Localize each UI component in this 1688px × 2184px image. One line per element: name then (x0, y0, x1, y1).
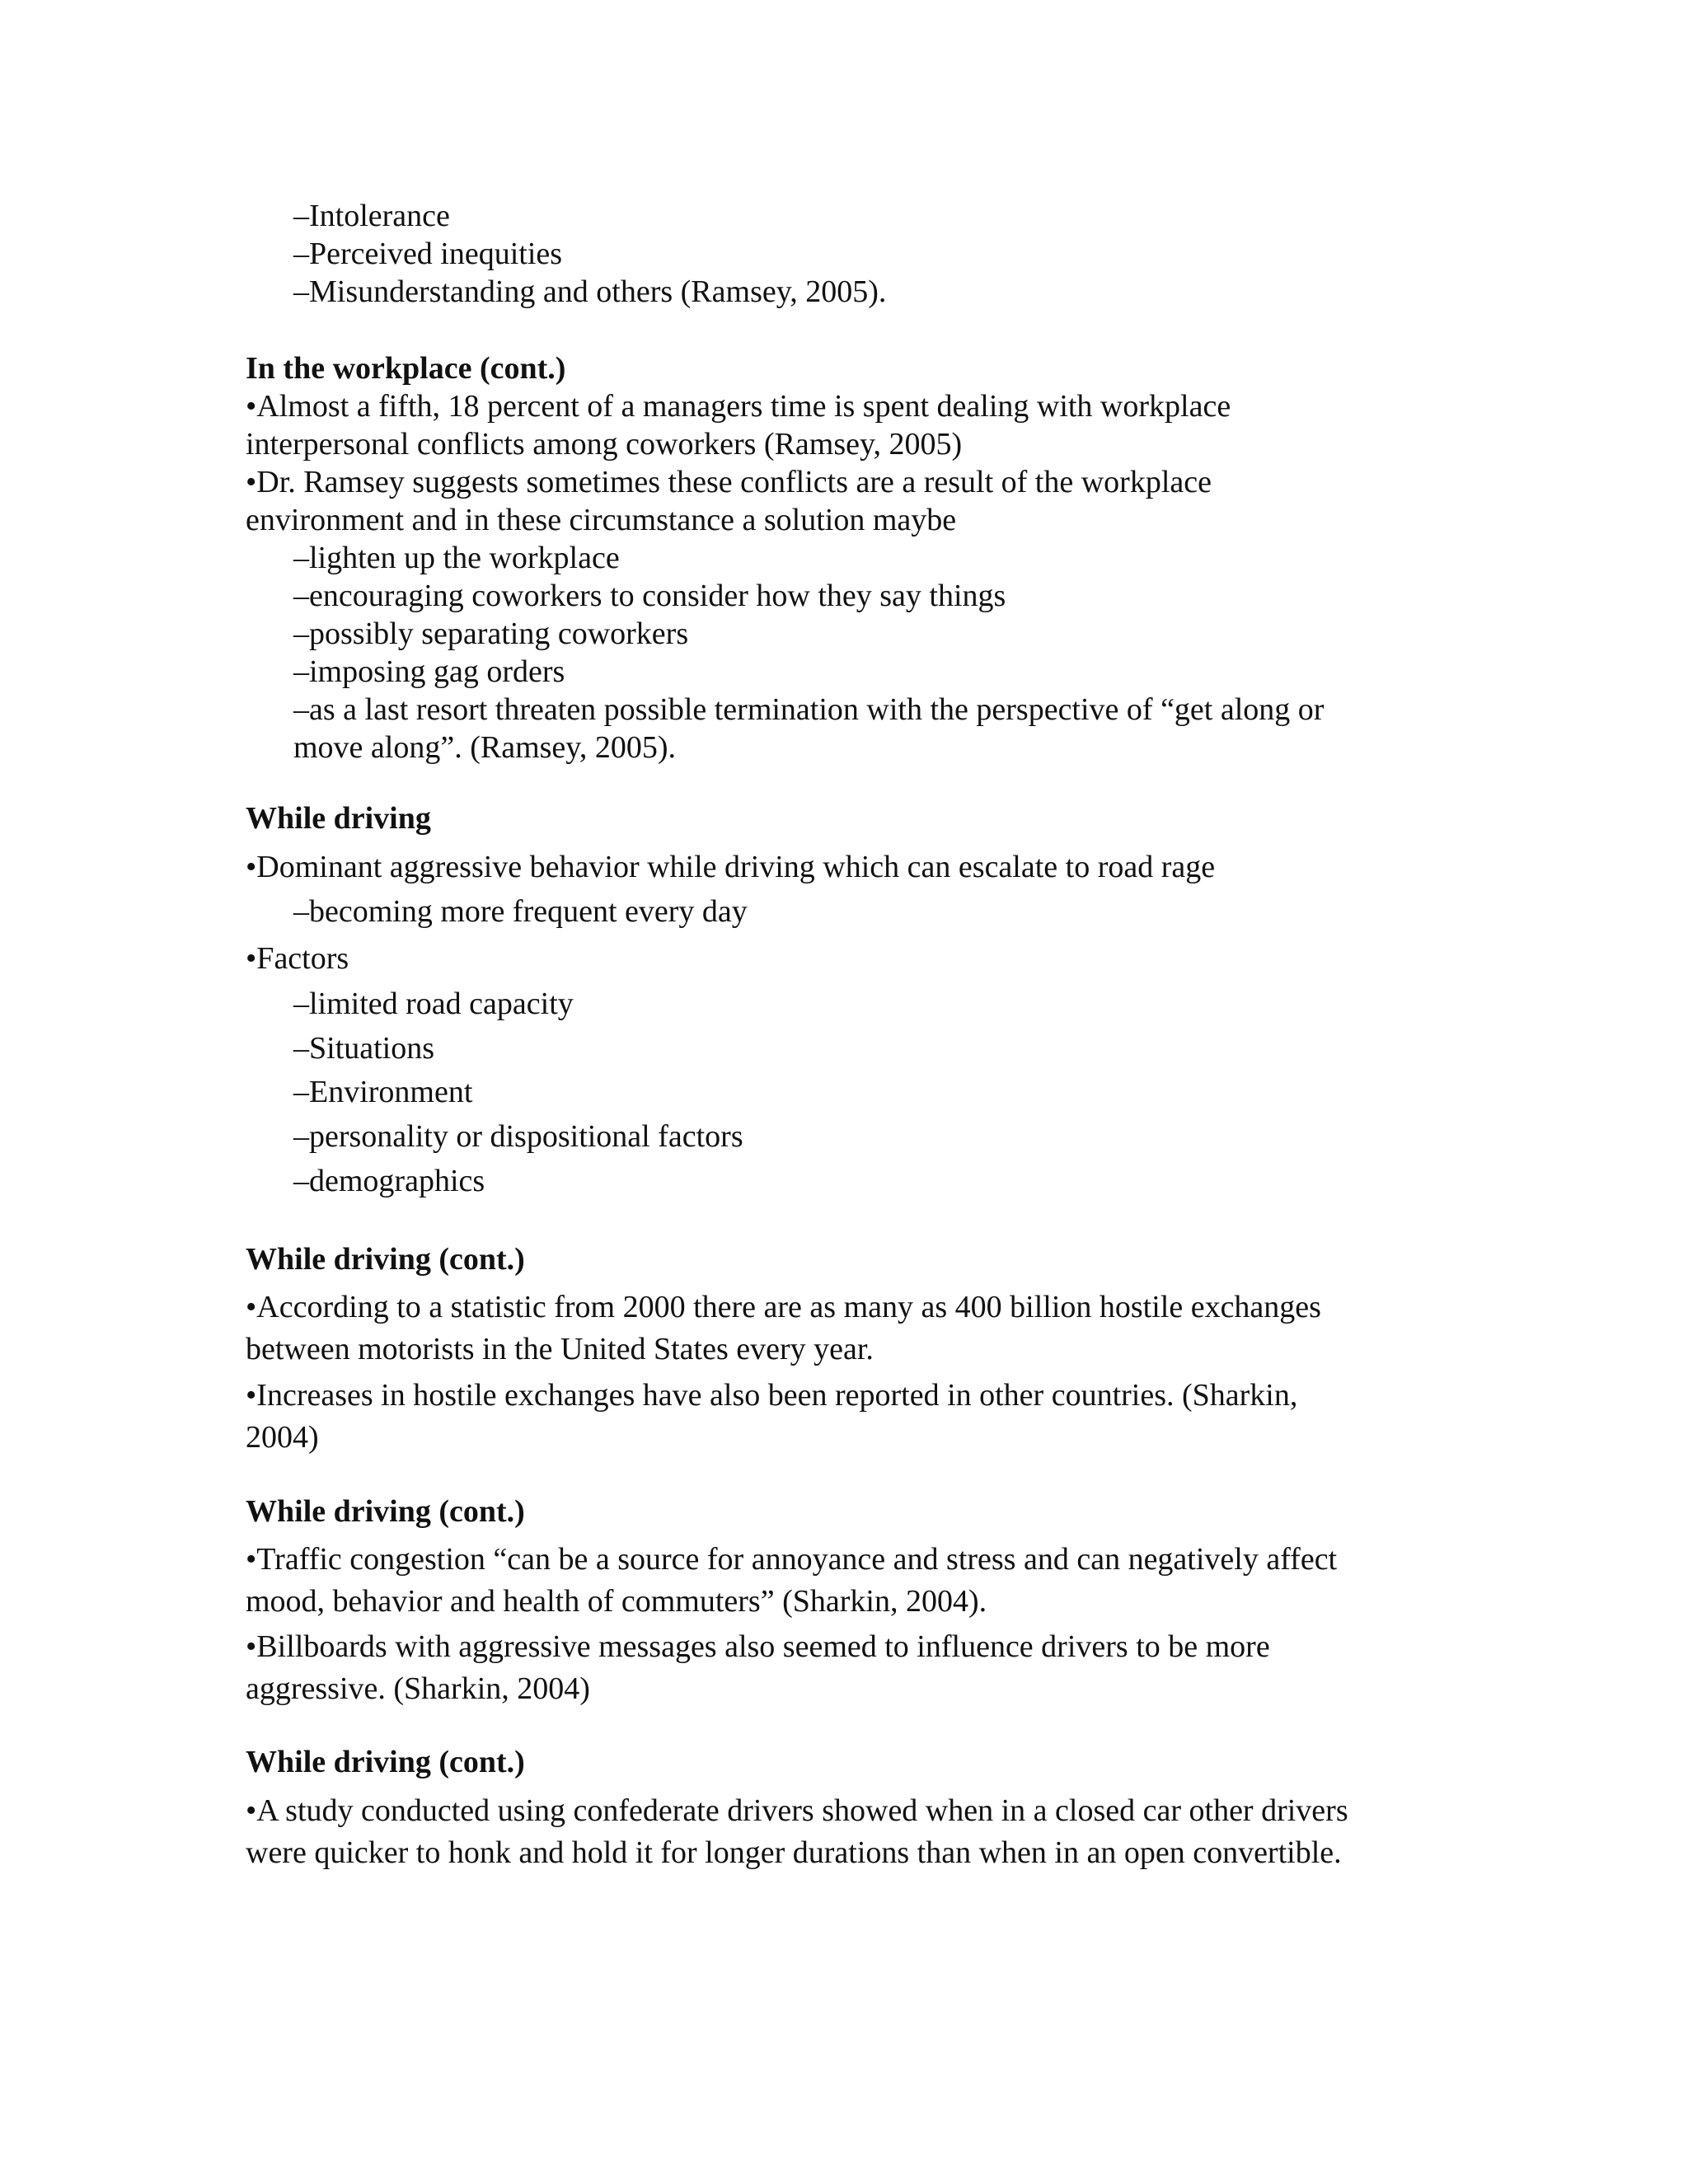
list-item: –as a last resort threaten possible termination with the perspective of “get along or (293, 692, 1325, 727)
paragraph-line: •Dr. Ramsey suggests sometimes these conflicts are a result of the workplace (246, 465, 1212, 499)
paragraph-line: environment and in these circumstance a solution maybe (246, 503, 957, 537)
list-item: –encouraging coworkers to consider how they say things (293, 579, 1006, 613)
list-item: move along”. (Ramsey, 2005). (293, 730, 676, 765)
list-item: –limited road capacity (293, 987, 574, 1021)
bullet-item: •A study conducted using confederate drivers showed when in a closed car other drivers (246, 1793, 1348, 1828)
paragraph-line: interpersonal conflicts among coworkers (Ramsey, 2005) (246, 427, 963, 462)
section-heading: While driving (246, 801, 431, 836)
bullet-item: •Dominant aggressive behavior while driving which can escalate to road rage (246, 850, 1216, 884)
list-item: –Situations (293, 1031, 435, 1066)
list-item: –possibly separating coworkers (293, 616, 689, 651)
section-heading: While driving (cont.) (246, 1242, 525, 1277)
bullet-item: •According to a statistic from 2000 there are as many as 400 billion hostile exchanges (246, 1290, 1321, 1324)
paragraph-line: between motorists in the United States every year. (246, 1332, 874, 1366)
paragraph-line: •Almost a fifth, 18 percent of a managers time is spent dealing with workplace (246, 389, 1231, 424)
bullet-item: •Traffic congestion “can be a source for annoyance and stress and can negatively affect (246, 1542, 1338, 1577)
section-heading: While driving (cont.) (246, 1494, 525, 1529)
paragraph-line: were quicker to honk and hold it for longer durations than when in an open convertible. (246, 1835, 1342, 1870)
list-item: –imposing gag orders (293, 654, 565, 689)
list-item: –lighten up the workplace (293, 541, 620, 575)
list-item: –Perceived inequities (293, 237, 563, 271)
list-item: –personality or dispositional factors (293, 1119, 743, 1154)
bullet-item: •Billboards with aggressive messages also seemed to influence drivers to be more (246, 1629, 1270, 1664)
list-item: –Intolerance (293, 199, 450, 233)
bullet-item: •Factors (246, 941, 349, 976)
list-item: –Environment (293, 1075, 473, 1109)
section-heading: While driving (cont.) (246, 1745, 525, 1779)
paragraph-line: 2004) (246, 1420, 319, 1455)
bullet-item: •Increases in hostile exchanges have also been reported in other countries. (Sharkin, (246, 1378, 1298, 1413)
section-heading: In the workplace (cont.) (246, 351, 566, 386)
list-item: –Misunderstanding and others (Ramsey, 2005). (293, 274, 887, 309)
list-item: –becoming more frequent every day (293, 894, 748, 929)
paragraph-line: mood, behavior and health of commuters” (Sharkin, 2004). (246, 1584, 987, 1619)
paragraph-line: aggressive. (Sharkin, 2004) (246, 1671, 590, 1706)
list-item: –demographics (293, 1164, 485, 1198)
